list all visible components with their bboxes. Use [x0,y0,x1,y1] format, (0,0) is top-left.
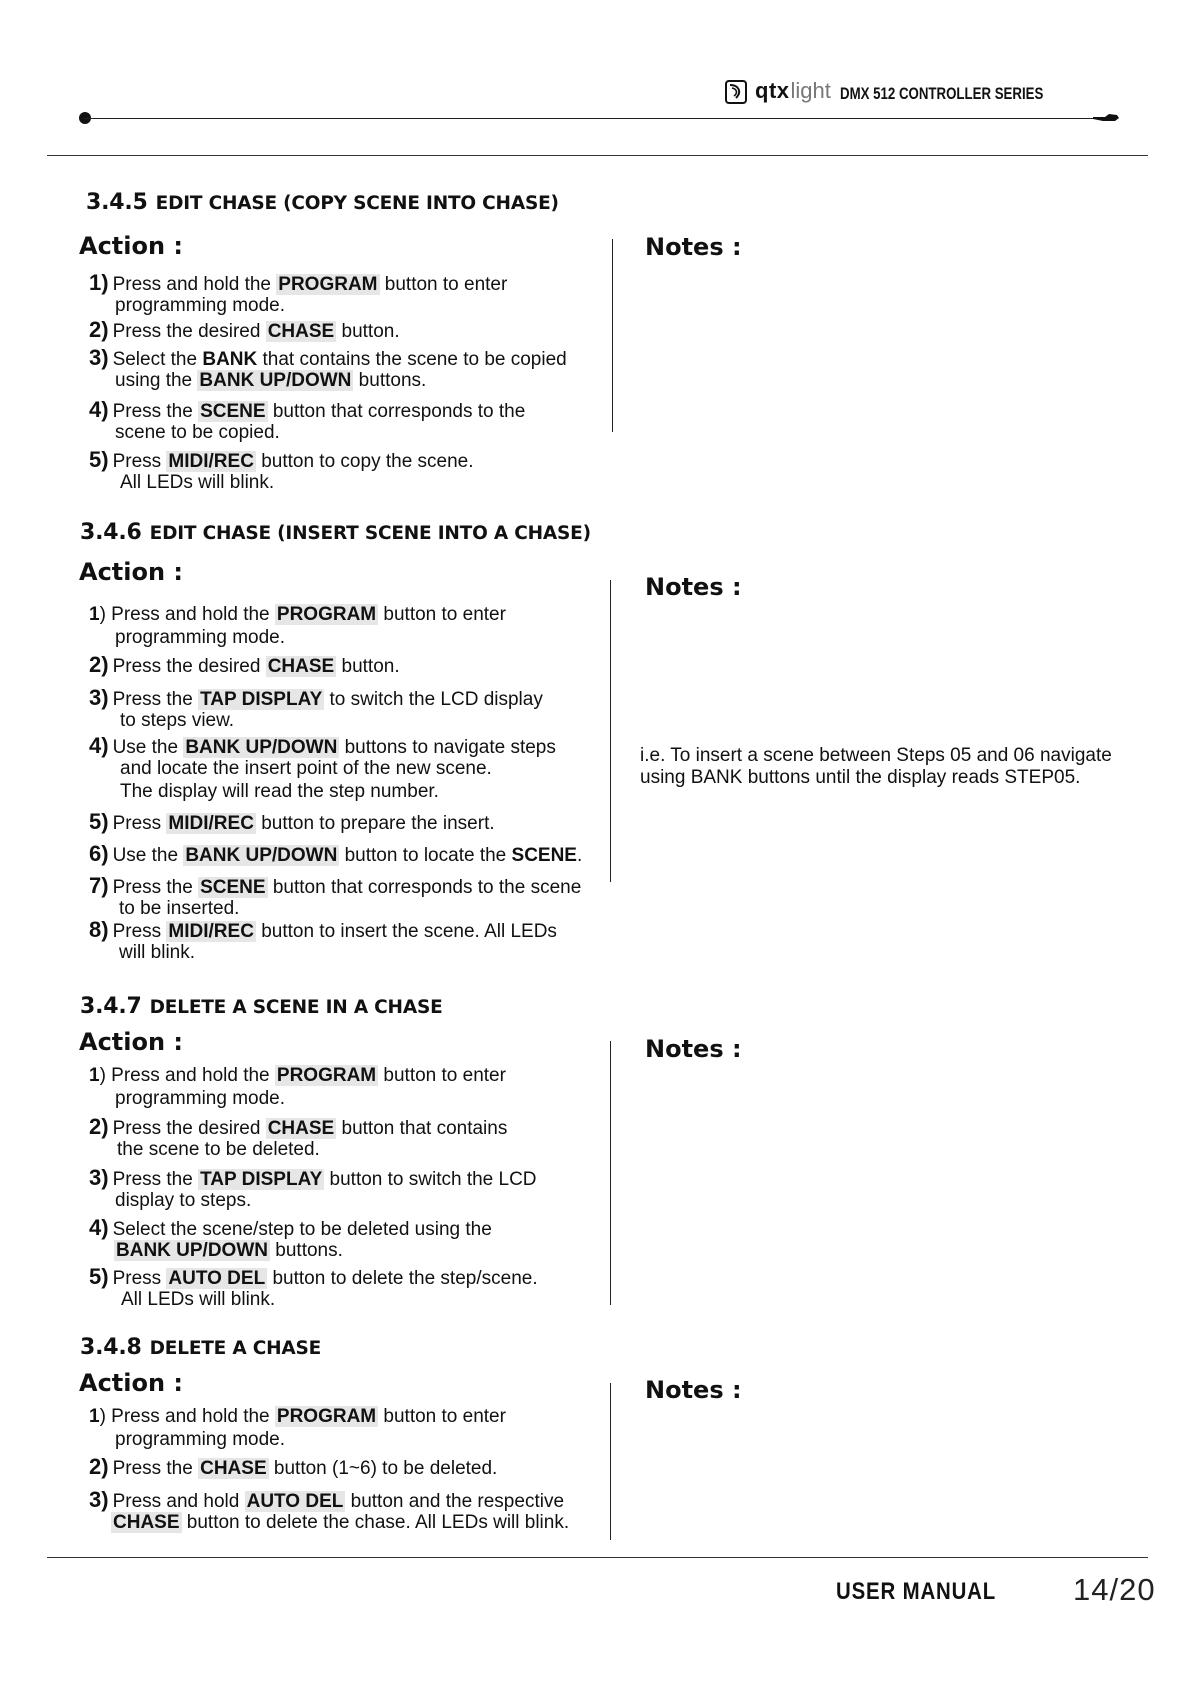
step-continuation: to be inserted. [119,898,240,919]
step-item: 3) Press the TAP DISPLAY button to switch the LCD [89,1165,537,1190]
step-continuation: and locate the insert point of the new scene. [120,758,492,779]
button-keyword: PROGRAM [278,274,378,295]
step-item: 4) Select the scene/step to be deleted using the [89,1215,492,1240]
step-number: 3) [89,1487,109,1512]
step-number: 5) [89,447,109,472]
step-continuation: All LEDs will blink. [121,1289,276,1310]
action-heading: Action : [79,1369,184,1397]
bold-keyword: BANK [202,349,258,370]
step-number: 2) [89,652,109,677]
button-keyword: BANK UP/DOWN [116,1240,268,1261]
step-item: 5) Press MIDI/REC button to prepare the insert. [89,809,495,834]
action-heading: Action : [79,232,184,260]
step-number: 3) [89,685,109,710]
section-title-text: DELETE A SCENE IN A CHASE [149,997,443,1018]
notes-heading: Notes : [645,1035,742,1063]
notes-heading: Notes : [645,573,742,601]
step-number: 4) [89,733,109,758]
step-item: 2) Press the desired CHASE button that contains [89,1114,508,1139]
step-continuation: programming mode. [115,295,286,316]
step-number: 4) [89,397,109,422]
button-keyword: TAP DISPLAY [200,1169,323,1190]
section-title [80,994,443,1019]
bold-keyword: SCENE [511,845,577,866]
step-item: 1) Press and hold the PROGRAM button to enter [89,1065,506,1086]
step-number: 6) [89,841,109,866]
step-number: 1) [89,270,109,295]
step-item: 3) Press the TAP DISPLAY to switch the LCD display [89,685,543,710]
brand-name-primary: qtx [755,78,790,103]
step-number: 1 [89,1406,100,1427]
button-keyword: CHASE [267,321,335,342]
step-continuation: programming mode. [115,1429,286,1450]
step-item: 6) Use the BANK UP/DOWN button to locate the SCENE. [89,841,583,866]
step-number: 3) [89,345,109,370]
section-title [86,190,559,215]
section-title-text: EDIT CHASE (COPY SCENE INTO CHASE) [155,193,559,214]
button-keyword: AUTO DEL [168,1268,266,1289]
section-title-text: DELETE A CHASE [149,1338,322,1359]
step-item: 4) Use the BANK UP/DOWN buttons to navigate steps [89,733,556,758]
step-number: 2) [89,1114,109,1139]
button-keyword: SCENE [200,401,266,422]
step-item: 4) Press the SCENE button that corresponds to the [89,397,526,422]
step-number: 8) [89,917,109,942]
column-divider [610,580,611,882]
section-title-text: EDIT CHASE (INSERT SCENE INTO A CHASE) [149,523,591,544]
step-item: 5) Press AUTO DEL button to delete the step/scene. [89,1264,538,1289]
button-keyword: CHASE [267,656,335,677]
button-keyword: PROGRAM [276,1065,377,1086]
button-keyword: MIDI/REC [168,451,254,472]
button-keyword: MIDI/REC [168,921,254,942]
step-number: 5) [89,1264,109,1289]
bottom-rule [47,1557,1148,1558]
pointing-hand-icon [1093,111,1119,125]
top-rule [47,155,1148,156]
step-number: 1 [89,1065,100,1086]
step-item: 2) Press the CHASE button (1~6) to be deleted. [89,1454,498,1479]
section-title [80,520,591,545]
button-keyword: AUTO DEL [246,1491,344,1512]
column-divider [610,1383,611,1540]
action-heading: Action : [79,558,184,586]
page-number: 14/20 [1073,1572,1156,1607]
step-continuation: programming mode. [115,1088,286,1109]
step-item: 1) Press and hold the PROGRAM button to enter [89,270,508,295]
section-number: 3.4.5 [86,190,148,215]
step-item: 1) Press and hold the PROGRAM button to enter [89,604,506,625]
section-number: 3.4.6 [80,520,142,545]
brand-logo [725,74,1101,104]
step-continuation: CHASE button to delete the chase. All LEDs will blink. [113,1512,570,1533]
step-number: 3) [89,1165,109,1190]
brand-name-secondary: light [790,78,831,103]
step-continuation: using the BANK UP/DOWN buttons. [115,370,427,391]
note-text: i.e. To insert a scene between Steps 05 and 06 navigate using BANK buttons until the display reads STEP05. [640,745,1112,788]
step-continuation: to steps view. [120,710,235,731]
button-keyword: SCENE [200,877,266,898]
step-number: 5) [89,809,109,834]
step-number: 1 [89,604,100,625]
column-divider [610,1041,611,1305]
step-number: 2) [89,317,109,342]
step-item: 8) Press MIDI/REC button to insert the scene. All LEDs [89,917,557,942]
step-number: 2) [89,1454,109,1479]
step-continuation: The display will read the step number. [120,781,439,802]
button-keyword: TAP DISPLAY [200,689,323,710]
step-item: 5) Press MIDI/REC button to copy the scene. [89,447,474,472]
step-item: 2) Press the desired CHASE button. [89,652,400,677]
button-keyword: CHASE [200,1458,267,1479]
action-heading: Action : [79,1028,184,1056]
button-keyword: BANK UP/DOWN [185,737,338,758]
button-keyword: BANK UP/DOWN [199,370,352,391]
step-continuation: programming mode. [115,627,286,648]
notes-heading: Notes : [645,1376,742,1404]
button-keyword: CHASE [267,1118,335,1139]
step-number: 4) [89,1215,109,1240]
series-title: DMX 512 CONTROLLER SERIES [839,84,1044,103]
button-keyword: MIDI/REC [168,813,254,834]
step-item: 3) Press and hold AUTO DEL button and the respective [89,1487,565,1512]
column-divider [612,239,613,432]
section-number: 3.4.7 [80,994,142,1019]
header-line [84,118,1108,119]
button-keyword: PROGRAM [276,1406,377,1427]
button-keyword: CHASE [113,1512,180,1533]
section-title [80,1335,321,1360]
section-number: 3.4.8 [80,1335,142,1360]
step-continuation: All LEDs will blink. [120,472,275,493]
footer-label: USER MANUAL [836,1578,997,1605]
step-item: 7) Press the SCENE button that corresponds to the scene [89,873,582,898]
button-keyword: PROGRAM [276,604,377,625]
step-item: 2) Press the desired CHASE button. [89,317,400,342]
step-item: 3) Select the BANK that contains the scene to be copied [89,345,567,370]
step-continuation: will blink. [119,942,196,963]
step-continuation: BANK UP/DOWN buttons. [116,1240,343,1261]
step-number: 7) [89,873,109,898]
step-continuation: scene to be copied. [115,422,280,443]
step-continuation: the scene to be deleted. [117,1139,320,1160]
step-item: 1) Press and hold the PROGRAM button to enter [89,1406,506,1427]
step-continuation: display to steps. [115,1190,252,1211]
button-keyword: BANK UP/DOWN [185,845,338,866]
notes-heading: Notes : [645,233,742,261]
qtx-logo-icon [725,80,747,104]
